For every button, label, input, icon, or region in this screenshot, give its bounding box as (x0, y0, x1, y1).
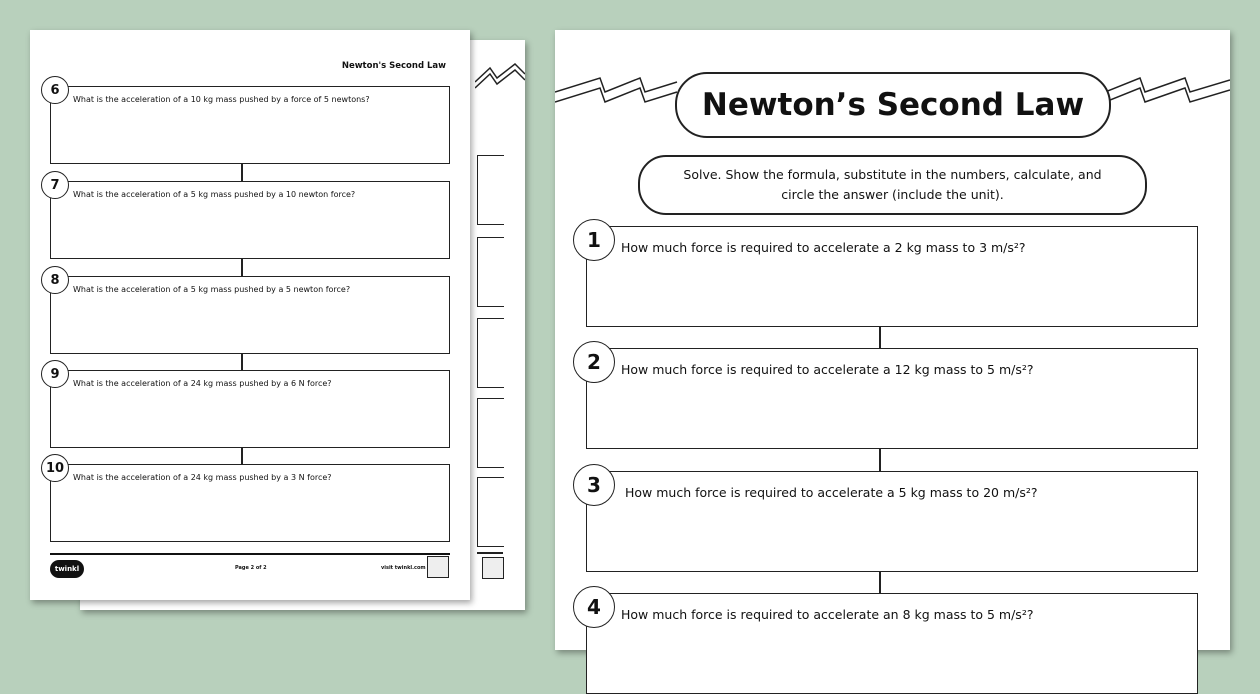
connector (241, 353, 243, 371)
badge-icon (482, 557, 504, 579)
question-box-1[interactable] (586, 226, 1198, 327)
question-box-4[interactable] (586, 593, 1198, 694)
connector (879, 326, 881, 348)
question-number: 7 (41, 171, 69, 199)
question-number: 3 (573, 464, 615, 506)
twinkl-logo: twinkl (50, 560, 84, 578)
question-text: How much force is required to accelerate a 12 kg mass to 5 m/s²? (621, 362, 1034, 377)
page-number: Page 2 of 2 (235, 565, 267, 571)
question-text: What is the acceleration of a 24 kg mass pushed by a 6 N force? (73, 379, 332, 388)
question-number: 6 (41, 76, 69, 104)
question-box-2[interactable] (586, 348, 1198, 449)
question-text: How much force is required to accelerate a 5 kg mass to 20 m/s²? (625, 485, 1038, 500)
question-number: 4 (573, 586, 615, 628)
question-number: 9 (41, 360, 69, 388)
question-text: What is the acceleration of a 24 kg mass pushed by a 3 N force? (73, 473, 332, 482)
connector (879, 449, 881, 471)
connector (241, 163, 243, 181)
question-number: 2 (573, 341, 615, 383)
question-box-6[interactable] (50, 82, 450, 164)
question-text: What is the acceleration of a 5 kg mass pushed by a 5 newton force? (73, 285, 351, 294)
zigzag-right-decoration (1105, 70, 1230, 120)
question-box-3[interactable] (586, 471, 1198, 572)
badge-icon (427, 556, 449, 578)
question-text: What is the acceleration of a 10 kg mass pushed by a force of 5 newtons? (73, 95, 370, 104)
zigzag-decoration (475, 60, 525, 90)
question-box-7[interactable] (50, 177, 450, 259)
footer-rule (50, 553, 450, 555)
instructions: Solve. Show the formula, substitute in the numbers, calculate, and circle the answer (include the unit). (683, 167, 1102, 202)
instructions-pill (638, 155, 1147, 215)
question-text: How much force is required to accelerate a 2 kg mass to 3 m/s²? (621, 240, 1026, 255)
question-box-8[interactable] (50, 272, 450, 354)
page-title: Newton’s Second Law (701, 87, 1085, 123)
question-box-9[interactable] (50, 366, 450, 448)
question-box-10[interactable] (45, 460, 450, 542)
connector (241, 447, 243, 465)
question-number: 1 (573, 219, 615, 261)
title-pill (675, 72, 1111, 138)
question-text: How much force is required to accelerate an 8 kg mass to 5 m/s²? (621, 607, 1034, 622)
zigzag-left-decoration (555, 70, 680, 120)
connector (879, 571, 881, 593)
question-number: 8 (41, 266, 69, 294)
page-header: Newton's Second Law (341, 61, 446, 71)
question-number: 10 (41, 454, 69, 482)
question-text: What is the acceleration of a 5 kg mass pushed by a 10 newton force? (73, 190, 356, 199)
footer-site: visit twinkl.com (381, 565, 426, 571)
connector (241, 259, 243, 277)
